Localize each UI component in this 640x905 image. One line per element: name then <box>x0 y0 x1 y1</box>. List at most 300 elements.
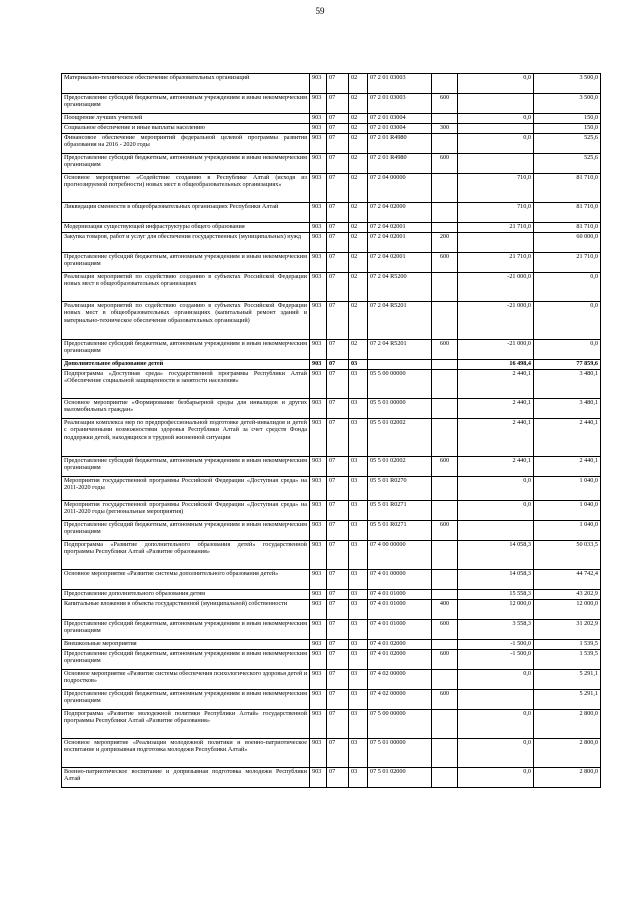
target-article-code: 07 4 01 00000 <box>368 570 432 590</box>
section-code: 07 <box>327 399 349 419</box>
amount-change <box>458 94 534 114</box>
target-article-code: 07 2 01 03003 <box>368 74 432 94</box>
amount-change: -1 500,0 <box>458 650 534 670</box>
expense-type-code: 200 <box>432 233 458 253</box>
table-row <box>62 124 601 134</box>
target-article-code: 07 2 04 R5200 <box>368 273 432 302</box>
target-article-code: 07 2 01 03004 <box>368 124 432 134</box>
expense-type-code <box>432 399 458 419</box>
ministry-code: 903 <box>310 739 327 768</box>
amount-total: 2 800,0 <box>534 739 601 768</box>
expense-type-code: 600 <box>432 457 458 477</box>
table-row <box>62 360 601 370</box>
ministry-code: 903 <box>310 419 327 457</box>
row-name: Предоставление субсидий бюджетным, автономным учреждениям и иным некоммерческим организациям <box>62 690 310 710</box>
table-row <box>62 570 601 590</box>
expense-type-code <box>432 174 458 203</box>
table-row <box>62 768 601 788</box>
expense-type-code <box>432 477 458 501</box>
section-code: 07 <box>327 273 349 302</box>
subsection-code: 03 <box>349 710 368 739</box>
amount-total: 150,0 <box>534 124 601 134</box>
amount-change: 15 558,3 <box>458 590 534 600</box>
amount-total: 2 800,0 <box>534 768 601 788</box>
target-article-code: 07 4 02 00000 <box>368 670 432 690</box>
target-article-code <box>368 360 432 370</box>
amount-total: 60 000,0 <box>534 233 601 253</box>
amount-total: 3 500,0 <box>534 94 601 114</box>
table-row <box>62 134 601 154</box>
section-code: 07 <box>327 600 349 620</box>
section-code: 07 <box>327 360 349 370</box>
section-code: 07 <box>327 570 349 590</box>
row-name: Модернизация существующей инфраструктуры общего образования <box>62 223 310 233</box>
table-row <box>62 253 601 273</box>
table-body <box>62 74 601 788</box>
ministry-code: 903 <box>310 340 327 360</box>
amount-change: 14 058,3 <box>458 541 534 570</box>
row-name: Реализация комплекса мер по предпрофессиональной подготовке детей-инвалидов и детей с ограниченными возможностями здоровья Республики Алтай за счет средств Фонда поддержки детей, находящихся в трудной жизненной ситуации <box>62 419 310 457</box>
subsection-code: 03 <box>349 399 368 419</box>
row-name: Основное мероприятие «Реализация молодежной политики и военно-патриотическое воспитание и допризывная подготовка молодежи Республики Алтай» <box>62 739 310 768</box>
section-code: 07 <box>327 477 349 501</box>
amount-change <box>458 521 534 541</box>
row-name: Реализация мероприятий по содействию созданию в субъектах Российской Федерации новых мест в общеобразовательных организациях <box>62 273 310 302</box>
subsection-code: 02 <box>349 154 368 174</box>
section-code: 07 <box>327 521 349 541</box>
target-article-code: 07 4 01 01000 <box>368 620 432 640</box>
subsection-code: 03 <box>349 739 368 768</box>
ministry-code: 903 <box>310 134 327 154</box>
row-name: Мероприятия государственной программы Российской Федерации «Доступная среда» на 2011-2020 годы (региональные мероприятия) <box>62 501 310 521</box>
row-name: Подпрограмма «Доступная среда» государственной программы Республики Алтай «Обеспечение социальной защищенности и занятости населения» <box>62 370 310 399</box>
expense-type-code <box>432 570 458 590</box>
subsection-code: 03 <box>349 690 368 710</box>
expense-type-code: 600 <box>432 154 458 174</box>
table-row <box>62 690 601 710</box>
ministry-code: 903 <box>310 302 327 340</box>
amount-total: 81 710,0 <box>534 223 601 233</box>
subsection-code: 02 <box>349 74 368 94</box>
target-article-code: 07 4 01 02000 <box>368 640 432 650</box>
subsection-code: 03 <box>349 521 368 541</box>
amount-total: 0,0 <box>534 340 601 360</box>
table-row <box>62 273 601 302</box>
row-name: Подпрограмма «Развитие дополнительного образования детей» государственной программы Республики Алтай «Развитие образования» <box>62 541 310 570</box>
ministry-code: 903 <box>310 203 327 223</box>
amount-change: 710,0 <box>458 174 534 203</box>
subsection-code: 02 <box>349 134 368 154</box>
subsection-code: 03 <box>349 419 368 457</box>
target-article-code: 05 5 01 02002 <box>368 419 432 457</box>
section-code: 07 <box>327 768 349 788</box>
target-article-code: 07 2 04 R5201 <box>368 302 432 340</box>
table-row <box>62 521 601 541</box>
table-row <box>62 419 601 457</box>
table-row <box>62 739 601 768</box>
subsection-code: 03 <box>349 570 368 590</box>
ministry-code: 903 <box>310 541 327 570</box>
section-code: 07 <box>327 739 349 768</box>
section-code: 07 <box>327 154 349 174</box>
amount-change: 21 710,0 <box>458 253 534 273</box>
target-article-code: 05 5 00 00000 <box>368 370 432 399</box>
subsection-code: 02 <box>349 233 368 253</box>
ministry-code: 903 <box>310 94 327 114</box>
expense-type-code: 600 <box>432 340 458 360</box>
subsection-code: 03 <box>349 590 368 600</box>
amount-change: -21 000,0 <box>458 340 534 360</box>
target-article-code: 07 2 04 02001 <box>368 253 432 273</box>
amount-total: 1 040,0 <box>534 501 601 521</box>
table-row <box>62 233 601 253</box>
table-row <box>62 640 601 650</box>
amount-total: 5 291,1 <box>534 670 601 690</box>
section-code: 07 <box>327 94 349 114</box>
ministry-code: 903 <box>310 570 327 590</box>
row-name: Предоставление субсидий бюджетным, автономным учреждениям и иным некоммерческим организациям <box>62 154 310 174</box>
row-name: Основное мероприятие «Развитие системы дополнительного образования детей» <box>62 570 310 590</box>
table-row <box>62 174 601 203</box>
amount-change: 0,0 <box>458 114 534 124</box>
subsection-code: 03 <box>349 670 368 690</box>
section-code: 07 <box>327 590 349 600</box>
ministry-code: 903 <box>310 501 327 521</box>
subsection-code: 03 <box>349 600 368 620</box>
target-article-code: 07 2 04 00000 <box>368 174 432 203</box>
ministry-code: 903 <box>310 253 327 273</box>
amount-change: -21 000,0 <box>458 302 534 340</box>
amount-change: 0,0 <box>458 710 534 739</box>
expense-type-code <box>432 203 458 223</box>
row-name: Подпрограмма «Развитие молодежной политики Республики Алтай» государственной программы Республики Алтай «Развитие образования» <box>62 710 310 739</box>
target-article-code: 05 5 01 R0271 <box>368 521 432 541</box>
row-name: Дополнительное образование детей <box>62 360 310 370</box>
target-article-code: 05 5 01 02002 <box>368 457 432 477</box>
amount-change: 710,0 <box>458 203 534 223</box>
section-code: 07 <box>327 501 349 521</box>
row-name: Ликвидация сменности в общеобразовательных организациях Республики Алтай <box>62 203 310 223</box>
row-name: Закупка товаров, работ и услуг для обеспечения государственных (муниципальных) нужд <box>62 233 310 253</box>
table-row <box>62 74 601 94</box>
expense-type-code: 600 <box>432 620 458 640</box>
section-code: 07 <box>327 710 349 739</box>
table-row <box>62 541 601 570</box>
subsection-code: 03 <box>349 457 368 477</box>
row-name: Мероприятия государственной программы Российской Федерации «Доступная среда» на 2011-2020 годы <box>62 477 310 501</box>
expense-type-code <box>432 640 458 650</box>
table-row <box>62 223 601 233</box>
target-article-code: 07 2 04 R5201 <box>368 340 432 360</box>
row-name: Материально-техническое обеспечение образовательных организаций <box>62 74 310 94</box>
subsection-code: 02 <box>349 124 368 134</box>
row-name: Основное мероприятие «Развитие системы обеспечения психологического здоровья детей и подростков» <box>62 670 310 690</box>
ministry-code: 903 <box>310 640 327 650</box>
section-code: 07 <box>327 457 349 477</box>
subsection-code: 03 <box>349 360 368 370</box>
section-code: 07 <box>327 640 349 650</box>
table-row <box>62 94 601 114</box>
ministry-code: 903 <box>310 124 327 134</box>
target-article-code: 07 4 01 01000 <box>368 590 432 600</box>
section-code: 07 <box>327 302 349 340</box>
target-article-code: 07 2 04 02001 <box>368 233 432 253</box>
target-article-code: 07 2 01 R4980 <box>368 154 432 174</box>
amount-change: 3 558,3 <box>458 620 534 640</box>
target-article-code: 07 2 04 02000 <box>368 203 432 223</box>
amount-total: 21 710,0 <box>534 253 601 273</box>
amount-change: 0,0 <box>458 501 534 521</box>
ministry-code: 903 <box>310 600 327 620</box>
table-row <box>62 154 601 174</box>
subsection-code: 02 <box>349 174 368 203</box>
subsection-code: 03 <box>349 640 368 650</box>
amount-total: 81 710,0 <box>534 203 601 223</box>
subsection-code: 03 <box>349 620 368 640</box>
amount-total: 1 040,0 <box>534 477 601 501</box>
target-article-code: 07 4 02 00000 <box>368 690 432 710</box>
ministry-code: 903 <box>310 590 327 600</box>
budget-table <box>61 73 601 788</box>
section-code: 07 <box>327 124 349 134</box>
subsection-code: 02 <box>349 302 368 340</box>
section-code: 07 <box>327 690 349 710</box>
table-row <box>62 302 601 340</box>
target-article-code: 05 5 01 R0270 <box>368 477 432 501</box>
amount-total: 3 500,0 <box>534 74 601 94</box>
amount-total: 5 291,1 <box>534 690 601 710</box>
subsection-code: 02 <box>349 223 368 233</box>
expense-type-code <box>432 501 458 521</box>
amount-total: 525,6 <box>534 154 601 174</box>
amount-change: 0,0 <box>458 768 534 788</box>
row-name: Социальное обеспечение и иные выплаты населению <box>62 124 310 134</box>
ministry-code: 903 <box>310 670 327 690</box>
amount-change: 0,0 <box>458 74 534 94</box>
section-code: 07 <box>327 419 349 457</box>
table-row <box>62 620 601 640</box>
ministry-code: 903 <box>310 399 327 419</box>
ministry-code: 903 <box>310 273 327 302</box>
ministry-code: 903 <box>310 768 327 788</box>
ministry-code: 903 <box>310 620 327 640</box>
ministry-code: 903 <box>310 223 327 233</box>
section-code: 07 <box>327 620 349 640</box>
expense-type-code <box>432 273 458 302</box>
table-row <box>62 650 601 670</box>
row-name: Военно-патриотическое воспитание и допризывная подготовка молодежи Республики Алтай <box>62 768 310 788</box>
target-article-code: 07 5 00 00000 <box>368 710 432 739</box>
subsection-code: 02 <box>349 203 368 223</box>
expense-type-code <box>432 223 458 233</box>
table-row <box>62 590 601 600</box>
table-row <box>62 114 601 124</box>
section-code: 07 <box>327 370 349 399</box>
ministry-code: 903 <box>310 457 327 477</box>
target-article-code: 05 5 01 R0271 <box>368 501 432 521</box>
row-name: Предоставление дополнительного образования детям <box>62 590 310 600</box>
ministry-code: 903 <box>310 154 327 174</box>
target-article-code: 07 2 01 03004 <box>368 114 432 124</box>
table-row <box>62 340 601 360</box>
expense-type-code <box>432 670 458 690</box>
expense-type-code <box>432 590 458 600</box>
target-article-code: 07 5 01 02000 <box>368 768 432 788</box>
section-code: 07 <box>327 670 349 690</box>
expense-type-code <box>432 541 458 570</box>
amount-total: 525,6 <box>534 134 601 154</box>
amount-change: 2 440,1 <box>458 419 534 457</box>
ministry-code: 903 <box>310 114 327 124</box>
expense-type-code: 300 <box>432 124 458 134</box>
row-name: Предоставление субсидий бюджетным, автономным учреждениям и иным некоммерческим организациям <box>62 253 310 273</box>
subsection-code: 02 <box>349 114 368 124</box>
ministry-code: 903 <box>310 233 327 253</box>
row-name: Поощрение лучших учителей <box>62 114 310 124</box>
table-row <box>62 477 601 501</box>
amount-change: 0,0 <box>458 134 534 154</box>
ministry-code: 903 <box>310 74 327 94</box>
ministry-code: 903 <box>310 710 327 739</box>
table-row <box>62 600 601 620</box>
amount-total: 12 000,0 <box>534 600 601 620</box>
row-name: Основное мероприятие «Формирование безбарьерной среды для инвалидов и других маломобильных граждан» <box>62 399 310 419</box>
row-name: Реализация мероприятий по содействию созданию в субъектах Российской Федерации новых мест в общеобразовательных организациях (капитальный ремонт зданий и материально-техническое обеспечение образовательных организаций) <box>62 302 310 340</box>
target-article-code: 07 5 01 00000 <box>368 739 432 768</box>
expense-type-code: 400 <box>432 600 458 620</box>
amount-total: 150,0 <box>534 114 601 124</box>
expense-type-code: 600 <box>432 690 458 710</box>
subsection-code: 03 <box>349 650 368 670</box>
target-article-code: 07 4 01 02000 <box>368 650 432 670</box>
ministry-code: 903 <box>310 174 327 203</box>
row-name: Внешкольные мероприятия <box>62 640 310 650</box>
expense-type-code <box>432 710 458 739</box>
amount-change: 16 498,4 <box>458 360 534 370</box>
expense-type-code <box>432 768 458 788</box>
expense-type-code <box>432 419 458 457</box>
amount-change <box>458 154 534 174</box>
amount-total: 2 440,1 <box>534 419 601 457</box>
amount-change: 14 058,3 <box>458 570 534 590</box>
expense-type-code: 600 <box>432 253 458 273</box>
section-code: 07 <box>327 134 349 154</box>
amount-total: 3 480,1 <box>534 399 601 419</box>
amount-total: 43 202,9 <box>534 590 601 600</box>
expense-type-code: 600 <box>432 650 458 670</box>
row-name: Предоставление субсидий бюджетным, автономным учреждениям и иным некоммерческим организациям <box>62 340 310 360</box>
amount-change: 0,0 <box>458 739 534 768</box>
ministry-code: 903 <box>310 650 327 670</box>
amount-change: -21 000,0 <box>458 273 534 302</box>
expense-type-code <box>432 74 458 94</box>
section-code: 07 <box>327 203 349 223</box>
amount-total: 2 800,0 <box>534 710 601 739</box>
amount-total: 77 859,6 <box>534 360 601 370</box>
table-row <box>62 370 601 399</box>
target-article-code: 07 4 00 00000 <box>368 541 432 570</box>
amount-total: 1 539,5 <box>534 650 601 670</box>
amount-total: 0,0 <box>534 302 601 340</box>
amount-total: 0,0 <box>534 273 601 302</box>
section-code: 07 <box>327 114 349 124</box>
amount-total: 3 480,1 <box>534 370 601 399</box>
expense-type-code: 600 <box>432 521 458 541</box>
ministry-code: 903 <box>310 360 327 370</box>
amount-change: 12 000,0 <box>458 600 534 620</box>
target-article-code: 07 2 04 02001 <box>368 223 432 233</box>
expense-type-code <box>432 134 458 154</box>
section-code: 07 <box>327 233 349 253</box>
target-article-code: 05 5 01 00000 <box>368 399 432 419</box>
amount-change: 2 440,1 <box>458 399 534 419</box>
amount-change: -1 500,0 <box>458 640 534 650</box>
amount-total: 1 040,0 <box>534 521 601 541</box>
section-code: 07 <box>327 223 349 233</box>
amount-change: 0,0 <box>458 670 534 690</box>
subsection-code: 02 <box>349 273 368 302</box>
table-row <box>62 501 601 521</box>
subsection-code: 02 <box>349 253 368 273</box>
amount-total: 2 440,1 <box>534 457 601 477</box>
page-number: 59 <box>315 6 325 16</box>
section-code: 07 <box>327 541 349 570</box>
subsection-code: 03 <box>349 501 368 521</box>
subsection-code: 03 <box>349 541 368 570</box>
row-name: Финансовое обеспечение мероприятий федеральной целевой программы развития образования на 2016 - 2020 годы <box>62 134 310 154</box>
amount-change: 21 710,0 <box>458 223 534 233</box>
table-row <box>62 203 601 223</box>
row-name: Предоставление субсидий бюджетным, автономным учреждениям и иным некоммерческим организациям <box>62 94 310 114</box>
table-row <box>62 457 601 477</box>
ministry-code: 903 <box>310 690 327 710</box>
amount-change <box>458 233 534 253</box>
amount-total: 50 033,5 <box>534 541 601 570</box>
table-row <box>62 399 601 419</box>
section-code: 07 <box>327 253 349 273</box>
section-code: 07 <box>327 174 349 203</box>
section-code: 07 <box>327 340 349 360</box>
target-article-code: 07 2 01 R4980 <box>368 134 432 154</box>
row-name: Предоставление субсидий бюджетным, автономным учреждениям и иным некоммерческим организациям <box>62 521 310 541</box>
subsection-code: 03 <box>349 477 368 501</box>
target-article-code: 07 4 01 01000 <box>368 600 432 620</box>
ministry-code: 903 <box>310 477 327 501</box>
amount-change: 2 440,1 <box>458 370 534 399</box>
subsection-code: 03 <box>349 370 368 399</box>
row-name: Предоставление субсидий бюджетным, автономным учреждениям и иным некоммерческим организациям <box>62 457 310 477</box>
amount-change <box>458 690 534 710</box>
amount-total: 44 742,4 <box>534 570 601 590</box>
expense-type-code <box>432 302 458 340</box>
expense-type-code <box>432 114 458 124</box>
amount-total: 1 539,5 <box>534 640 601 650</box>
subsection-code: 02 <box>349 340 368 360</box>
subsection-code: 02 <box>349 94 368 114</box>
amount-change: 2 440,1 <box>458 457 534 477</box>
table-row <box>62 710 601 739</box>
row-name: Предоставление субсидий бюджетным, автономным учреждениям и иным некоммерческим организациям <box>62 650 310 670</box>
row-name: Предоставление субсидий бюджетным, автономным учреждениям и иным некоммерческим организациям <box>62 620 310 640</box>
row-name: Капитальные вложения в объекты государственной (муниципальной) собственности <box>62 600 310 620</box>
section-code: 07 <box>327 74 349 94</box>
expense-type-code <box>432 370 458 399</box>
expense-type-code <box>432 739 458 768</box>
amount-total: 81 710,0 <box>534 174 601 203</box>
amount-total: 31 202,9 <box>534 620 601 640</box>
target-article-code: 07 2 01 03003 <box>368 94 432 114</box>
ministry-code: 903 <box>310 370 327 399</box>
